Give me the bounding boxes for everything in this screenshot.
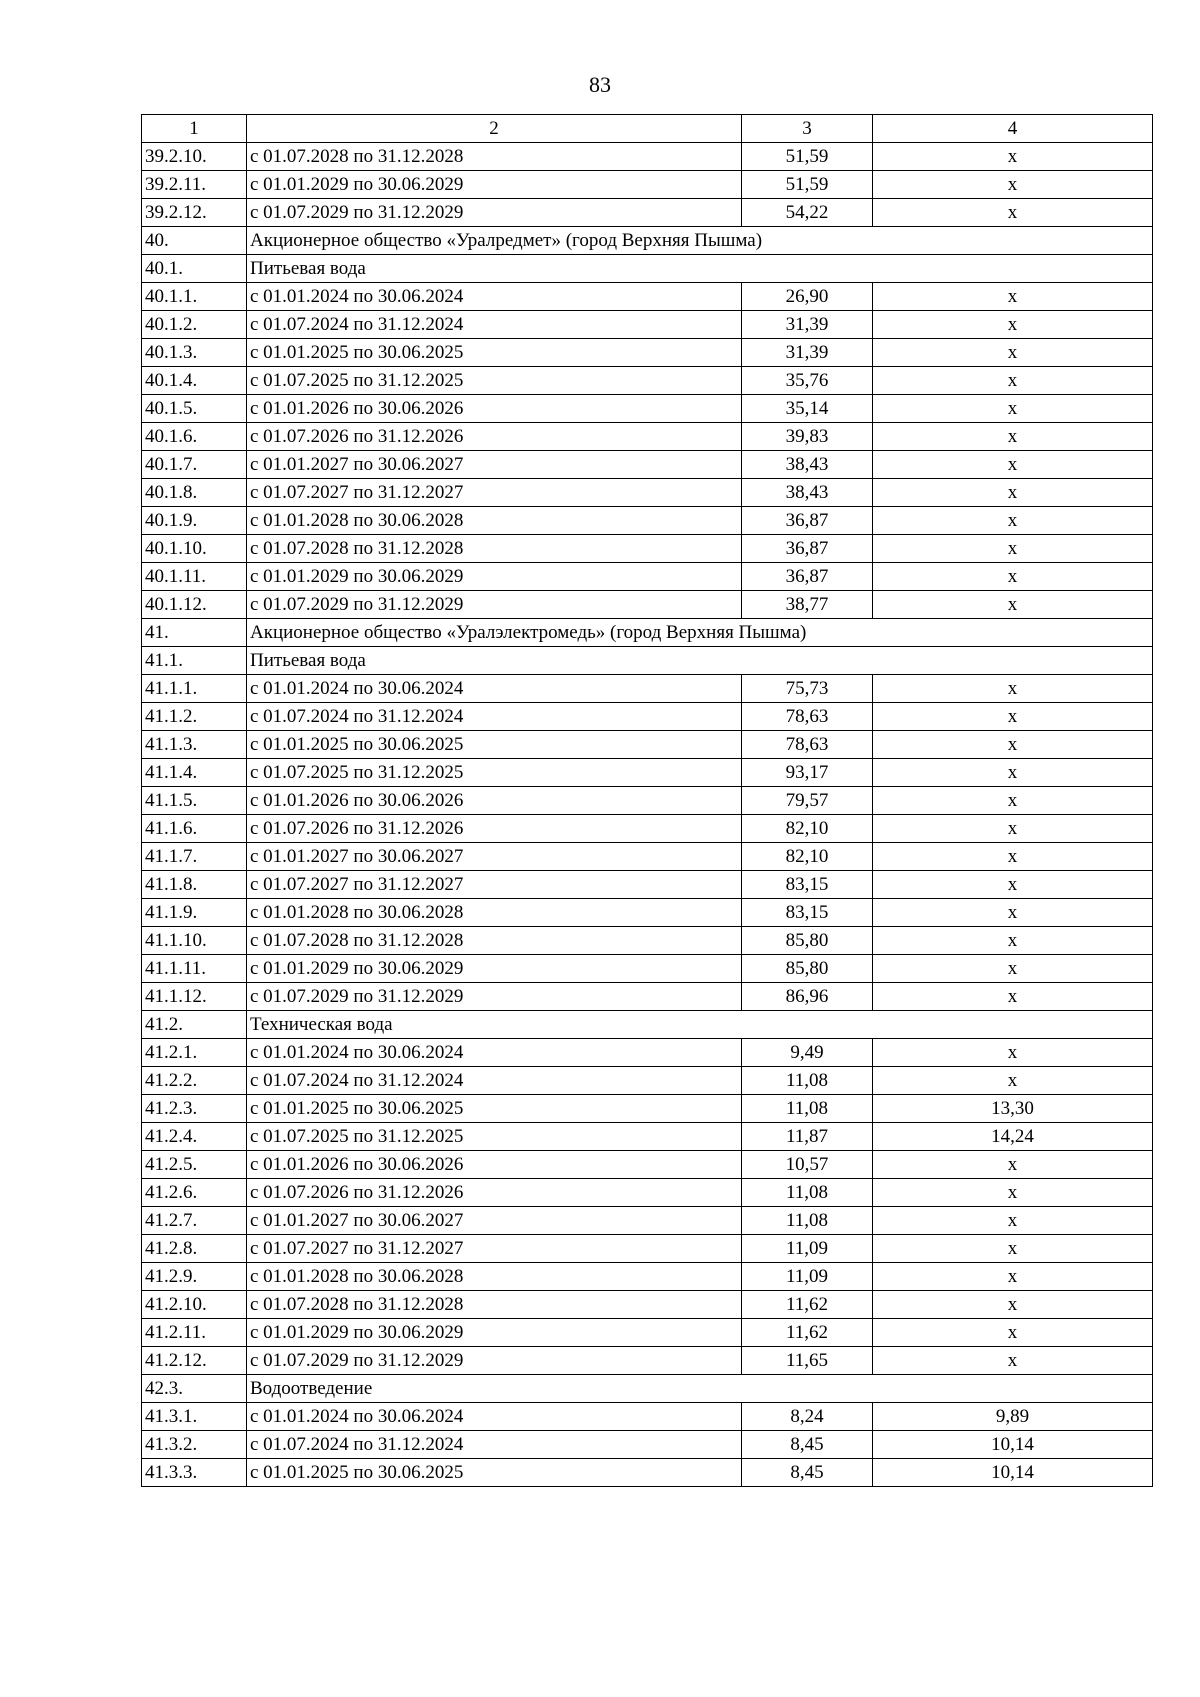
- table-row: [142, 451, 1153, 479]
- period-cell: с 01.01.2027 по 30.06.2027: [247, 1207, 742, 1235]
- table-row: [142, 1347, 1153, 1375]
- period-cell: с 01.01.2029 по 30.06.2029: [247, 955, 742, 983]
- period-cell: с 01.01.2027 по 30.06.2027: [247, 451, 742, 479]
- tariff-vat-cell: х: [873, 759, 1153, 787]
- table-row: [142, 1235, 1153, 1263]
- row-number-cell: 41.2.3.: [142, 1095, 247, 1123]
- period-cell: с 01.01.2025 по 30.06.2025: [247, 1095, 742, 1123]
- tariff-value-cell: 36,87: [742, 535, 873, 563]
- table-header-row: [142, 115, 1153, 143]
- period-cell: с 01.01.2027 по 30.06.2027: [247, 843, 742, 871]
- section-row: [142, 1375, 1153, 1403]
- row-number-cell: 40.1.4.: [142, 367, 247, 395]
- tariff-vat-cell: х: [873, 1039, 1153, 1067]
- table-row: [142, 395, 1153, 423]
- row-number-cell: 41.2.2.: [142, 1067, 247, 1095]
- section-title-cell: Техническая вода: [247, 1011, 1153, 1039]
- section-number-cell: 40.: [142, 227, 247, 255]
- table-row: [142, 787, 1153, 815]
- table-row: [142, 1095, 1153, 1123]
- header-cell-2: 2: [247, 115, 742, 143]
- row-number-cell: 40.1.12.: [142, 591, 247, 619]
- tariff-vat-cell: х: [873, 815, 1153, 843]
- row-number-cell: 40.1.1.: [142, 283, 247, 311]
- table-row: [142, 423, 1153, 451]
- table-row: [142, 927, 1153, 955]
- row-number-cell: 41.1.2.: [142, 703, 247, 731]
- period-cell: с 01.07.2028 по 31.12.2028: [247, 1291, 742, 1319]
- tariff-vat-cell: х: [873, 1263, 1153, 1291]
- tariff-vat-cell: х: [873, 367, 1153, 395]
- tariff-vat-cell: 14,24: [873, 1123, 1153, 1151]
- period-cell: с 01.01.2024 по 30.06.2024: [247, 283, 742, 311]
- table-row: [142, 731, 1153, 759]
- period-cell: с 01.01.2028 по 30.06.2028: [247, 899, 742, 927]
- period-cell: с 01.07.2025 по 31.12.2025: [247, 367, 742, 395]
- row-number-cell: 41.3.1.: [142, 1403, 247, 1431]
- table-row: [142, 283, 1153, 311]
- period-cell: с 01.07.2026 по 31.12.2026: [247, 1179, 742, 1207]
- tariff-value-cell: 86,96: [742, 983, 873, 1011]
- table-row: [142, 1151, 1153, 1179]
- row-number-cell: 41.2.1.: [142, 1039, 247, 1067]
- section-number-cell: 42.3.: [142, 1375, 247, 1403]
- tariff-value-cell: 35,76: [742, 367, 873, 395]
- row-number-cell: 41.1.4.: [142, 759, 247, 787]
- table-row: [142, 535, 1153, 563]
- table-row: [142, 955, 1153, 983]
- tariff-vat-cell: 10,14: [873, 1459, 1153, 1487]
- tariff-value-cell: 9,49: [742, 1039, 873, 1067]
- tariff-value-cell: 11,87: [742, 1123, 873, 1151]
- tariff-value-cell: 11,09: [742, 1235, 873, 1263]
- table-row: [142, 171, 1153, 199]
- section-title-cell: Водоотведение: [247, 1375, 1153, 1403]
- table-row: [142, 507, 1153, 535]
- tariff-value-cell: 11,62: [742, 1319, 873, 1347]
- tariff-value-cell: 82,10: [742, 815, 873, 843]
- period-cell: с 01.01.2029 по 30.06.2029: [247, 171, 742, 199]
- table-row: [142, 367, 1153, 395]
- period-cell: с 01.07.2029 по 31.12.2029: [247, 1347, 742, 1375]
- table-row: [142, 983, 1153, 1011]
- row-number-cell: 41.2.4.: [142, 1123, 247, 1151]
- tariff-vat-cell: х: [873, 339, 1153, 367]
- table-row: [142, 339, 1153, 367]
- period-cell: с 01.01.2028 по 30.06.2028: [247, 507, 742, 535]
- tariff-vat-cell: х: [873, 199, 1153, 227]
- section-number-cell: 41.2.: [142, 1011, 247, 1039]
- row-number-cell: 40.1.11.: [142, 563, 247, 591]
- tariff-table-body: [142, 115, 1153, 1487]
- tariff-value-cell: 11,62: [742, 1291, 873, 1319]
- tariff-vat-cell: х: [873, 731, 1153, 759]
- tariff-vat-cell: х: [873, 1291, 1153, 1319]
- header-cell-4: 4: [873, 115, 1153, 143]
- table-row: [142, 759, 1153, 787]
- table-row: [142, 563, 1153, 591]
- section-row: [142, 647, 1153, 675]
- period-cell: с 01.07.2026 по 31.12.2026: [247, 815, 742, 843]
- table-row: [142, 1431, 1153, 1459]
- tariff-table: [141, 114, 1153, 1487]
- period-cell: с 01.07.2028 по 31.12.2028: [247, 927, 742, 955]
- period-cell: с 01.07.2025 по 31.12.2025: [247, 759, 742, 787]
- row-number-cell: 41.1.10.: [142, 927, 247, 955]
- tariff-vat-cell: х: [873, 507, 1153, 535]
- tariff-vat-cell: х: [873, 1347, 1153, 1375]
- tariff-value-cell: 11,08: [742, 1095, 873, 1123]
- period-cell: с 01.07.2028 по 31.12.2028: [247, 535, 742, 563]
- tariff-value-cell: 38,43: [742, 479, 873, 507]
- tariff-vat-cell: х: [873, 423, 1153, 451]
- table-row: [142, 311, 1153, 339]
- table-row: [142, 815, 1153, 843]
- table-row: [142, 1291, 1153, 1319]
- tariff-value-cell: 38,77: [742, 591, 873, 619]
- section-row: [142, 227, 1153, 255]
- row-number-cell: 40.1.9.: [142, 507, 247, 535]
- tariff-value-cell: 11,08: [742, 1067, 873, 1095]
- tariff-value-cell: 10,57: [742, 1151, 873, 1179]
- tariff-vat-cell: х: [873, 1319, 1153, 1347]
- tariff-value-cell: 54,22: [742, 199, 873, 227]
- row-number-cell: 41.2.11.: [142, 1319, 247, 1347]
- row-number-cell: 39.2.10.: [142, 143, 247, 171]
- tariff-vat-cell: х: [873, 927, 1153, 955]
- row-number-cell: 41.2.5.: [142, 1151, 247, 1179]
- tariff-value-cell: 35,14: [742, 395, 873, 423]
- header-cell-3: 3: [742, 115, 873, 143]
- tariff-value-cell: 8,45: [742, 1431, 873, 1459]
- row-number-cell: 41.2.6.: [142, 1179, 247, 1207]
- section-number-cell: 40.1.: [142, 255, 247, 283]
- table-row: [142, 1123, 1153, 1151]
- row-number-cell: 40.1.3.: [142, 339, 247, 367]
- row-number-cell: 41.1.3.: [142, 731, 247, 759]
- tariff-value-cell: 31,39: [742, 311, 873, 339]
- tariff-value-cell: 51,59: [742, 171, 873, 199]
- row-number-cell: 40.1.5.: [142, 395, 247, 423]
- period-cell: с 01.01.2025 по 30.06.2025: [247, 339, 742, 367]
- period-cell: с 01.07.2028 по 31.12.2028: [247, 143, 742, 171]
- tariff-vat-cell: х: [873, 283, 1153, 311]
- row-number-cell: 41.2.8.: [142, 1235, 247, 1263]
- tariff-vat-cell: х: [873, 1207, 1153, 1235]
- period-cell: с 01.07.2027 по 31.12.2027: [247, 871, 742, 899]
- period-cell: с 01.07.2025 по 31.12.2025: [247, 1123, 742, 1151]
- row-number-cell: 41.1.9.: [142, 899, 247, 927]
- row-number-cell: 41.1.1.: [142, 675, 247, 703]
- table-row: [142, 199, 1153, 227]
- row-number-cell: 39.2.12.: [142, 199, 247, 227]
- tariff-vat-cell: х: [873, 311, 1153, 339]
- table-row: [142, 1403, 1153, 1431]
- tariff-value-cell: 79,57: [742, 787, 873, 815]
- section-number-cell: 41.: [142, 619, 247, 647]
- tariff-value-cell: 75,73: [742, 675, 873, 703]
- period-cell: с 01.01.2024 по 30.06.2024: [247, 1039, 742, 1067]
- section-title-cell: Акционерное общество «Уралредмет» (город Верхняя Пышма): [247, 227, 1153, 255]
- tariff-vat-cell: х: [873, 983, 1153, 1011]
- table-row: [142, 1039, 1153, 1067]
- row-number-cell: 41.2.10.: [142, 1291, 247, 1319]
- tariff-vat-cell: х: [873, 535, 1153, 563]
- row-number-cell: 41.1.6.: [142, 815, 247, 843]
- section-row: [142, 1011, 1153, 1039]
- table-row: [142, 1067, 1153, 1095]
- tariff-vat-cell: х: [873, 899, 1153, 927]
- row-number-cell: 39.2.11.: [142, 171, 247, 199]
- row-number-cell: 41.2.7.: [142, 1207, 247, 1235]
- tariff-vat-cell: х: [873, 1067, 1153, 1095]
- header-cell-1: 1: [142, 115, 247, 143]
- tariff-vat-cell: х: [873, 703, 1153, 731]
- tariff-value-cell: 82,10: [742, 843, 873, 871]
- tariff-value-cell: 83,15: [742, 871, 873, 899]
- tariff-value-cell: 36,87: [742, 563, 873, 591]
- period-cell: с 01.01.2029 по 30.06.2029: [247, 563, 742, 591]
- period-cell: с 01.01.2024 по 30.06.2024: [247, 675, 742, 703]
- row-number-cell: 41.2.12.: [142, 1347, 247, 1375]
- period-cell: с 01.07.2027 по 31.12.2027: [247, 479, 742, 507]
- tariff-vat-cell: х: [873, 675, 1153, 703]
- tariff-value-cell: 93,17: [742, 759, 873, 787]
- row-number-cell: 41.1.8.: [142, 871, 247, 899]
- table-row: [142, 675, 1153, 703]
- table-row: [142, 1459, 1153, 1487]
- row-number-cell: 41.1.5.: [142, 787, 247, 815]
- period-cell: с 01.01.2026 по 30.06.2026: [247, 395, 742, 423]
- tariff-vat-cell: 13,30: [873, 1095, 1153, 1123]
- tariff-vat-cell: х: [873, 563, 1153, 591]
- row-number-cell: 41.1.7.: [142, 843, 247, 871]
- table-row: [142, 899, 1153, 927]
- tariff-value-cell: 85,80: [742, 955, 873, 983]
- tariff-vat-cell: х: [873, 143, 1153, 171]
- period-cell: с 01.01.2029 по 30.06.2029: [247, 1319, 742, 1347]
- table-row: [142, 871, 1153, 899]
- section-title-cell: Акционерное общество «Уралэлектромедь» (город Верхняя Пышма): [247, 619, 1153, 647]
- tariff-vat-cell: 10,14: [873, 1431, 1153, 1459]
- period-cell: с 01.01.2025 по 30.06.2025: [247, 731, 742, 759]
- page-number: 83: [589, 72, 611, 97]
- tariff-value-cell: 11,08: [742, 1207, 873, 1235]
- table-row: [142, 703, 1153, 731]
- tariff-vat-cell: х: [873, 871, 1153, 899]
- section-title-cell: Питьевая вода: [247, 255, 1153, 283]
- row-number-cell: 41.3.2.: [142, 1431, 247, 1459]
- table-row: [142, 479, 1153, 507]
- row-number-cell: 40.1.7.: [142, 451, 247, 479]
- tariff-value-cell: 26,90: [742, 283, 873, 311]
- section-row: [142, 619, 1153, 647]
- tariff-value-cell: 8,24: [742, 1403, 873, 1431]
- period-cell: с 01.01.2026 по 30.06.2026: [247, 1151, 742, 1179]
- period-cell: с 01.07.2026 по 31.12.2026: [247, 423, 742, 451]
- row-number-cell: 40.1.8.: [142, 479, 247, 507]
- period-cell: с 01.01.2024 по 30.06.2024: [247, 1403, 742, 1431]
- period-cell: с 01.07.2024 по 31.12.2024: [247, 1431, 742, 1459]
- tariff-vat-cell: х: [873, 591, 1153, 619]
- table-row: [142, 1319, 1153, 1347]
- row-number-cell: 41.1.12.: [142, 983, 247, 1011]
- row-number-cell: 40.1.10.: [142, 535, 247, 563]
- tariff-vat-cell: х: [873, 395, 1153, 423]
- tariff-value-cell: 85,80: [742, 927, 873, 955]
- table-row: [142, 1179, 1153, 1207]
- tariff-vat-cell: х: [873, 843, 1153, 871]
- tariff-value-cell: 83,15: [742, 899, 873, 927]
- table-row: [142, 143, 1153, 171]
- period-cell: с 01.07.2024 по 31.12.2024: [247, 1067, 742, 1095]
- tariff-value-cell: 36,87: [742, 507, 873, 535]
- tariff-value-cell: 38,43: [742, 451, 873, 479]
- tariff-vat-cell: 9,89: [873, 1403, 1153, 1431]
- tariff-value-cell: 11,65: [742, 1347, 873, 1375]
- section-number-cell: 41.1.: [142, 647, 247, 675]
- tariff-vat-cell: х: [873, 451, 1153, 479]
- tariff-value-cell: 78,63: [742, 731, 873, 759]
- period-cell: с 01.07.2024 по 31.12.2024: [247, 311, 742, 339]
- period-cell: с 01.07.2027 по 31.12.2027: [247, 1235, 742, 1263]
- table-row: [142, 591, 1153, 619]
- period-cell: с 01.07.2029 по 31.12.2029: [247, 591, 742, 619]
- tariff-vat-cell: х: [873, 1235, 1153, 1263]
- tariff-vat-cell: х: [873, 1179, 1153, 1207]
- row-number-cell: 41.3.3.: [142, 1459, 247, 1487]
- row-number-cell: 41.1.11.: [142, 955, 247, 983]
- tariff-value-cell: 8,45: [742, 1459, 873, 1487]
- table-row: [142, 1263, 1153, 1291]
- tariff-value-cell: 11,09: [742, 1263, 873, 1291]
- period-cell: с 01.01.2026 по 30.06.2026: [247, 787, 742, 815]
- tariff-vat-cell: х: [873, 955, 1153, 983]
- tariff-value-cell: 31,39: [742, 339, 873, 367]
- tariff-vat-cell: х: [873, 1151, 1153, 1179]
- tariff-value-cell: 78,63: [742, 703, 873, 731]
- tariff-vat-cell: х: [873, 171, 1153, 199]
- tariff-value-cell: 39,83: [742, 423, 873, 451]
- period-cell: с 01.01.2025 по 30.06.2025: [247, 1459, 742, 1487]
- tariff-value-cell: 11,08: [742, 1179, 873, 1207]
- table-row: [142, 1207, 1153, 1235]
- tariff-value-cell: 51,59: [742, 143, 873, 171]
- section-row: [142, 255, 1153, 283]
- section-title-cell: Питьевая вода: [247, 647, 1153, 675]
- row-number-cell: 41.2.9.: [142, 1263, 247, 1291]
- period-cell: с 01.07.2024 по 31.12.2024: [247, 703, 742, 731]
- tariff-vat-cell: х: [873, 479, 1153, 507]
- tariff-vat-cell: х: [873, 787, 1153, 815]
- period-cell: с 01.01.2028 по 30.06.2028: [247, 1263, 742, 1291]
- period-cell: с 01.07.2029 по 31.12.2029: [247, 983, 742, 1011]
- row-number-cell: 40.1.6.: [142, 423, 247, 451]
- row-number-cell: 40.1.2.: [142, 311, 247, 339]
- period-cell: с 01.07.2029 по 31.12.2029: [247, 199, 742, 227]
- table-row: [142, 843, 1153, 871]
